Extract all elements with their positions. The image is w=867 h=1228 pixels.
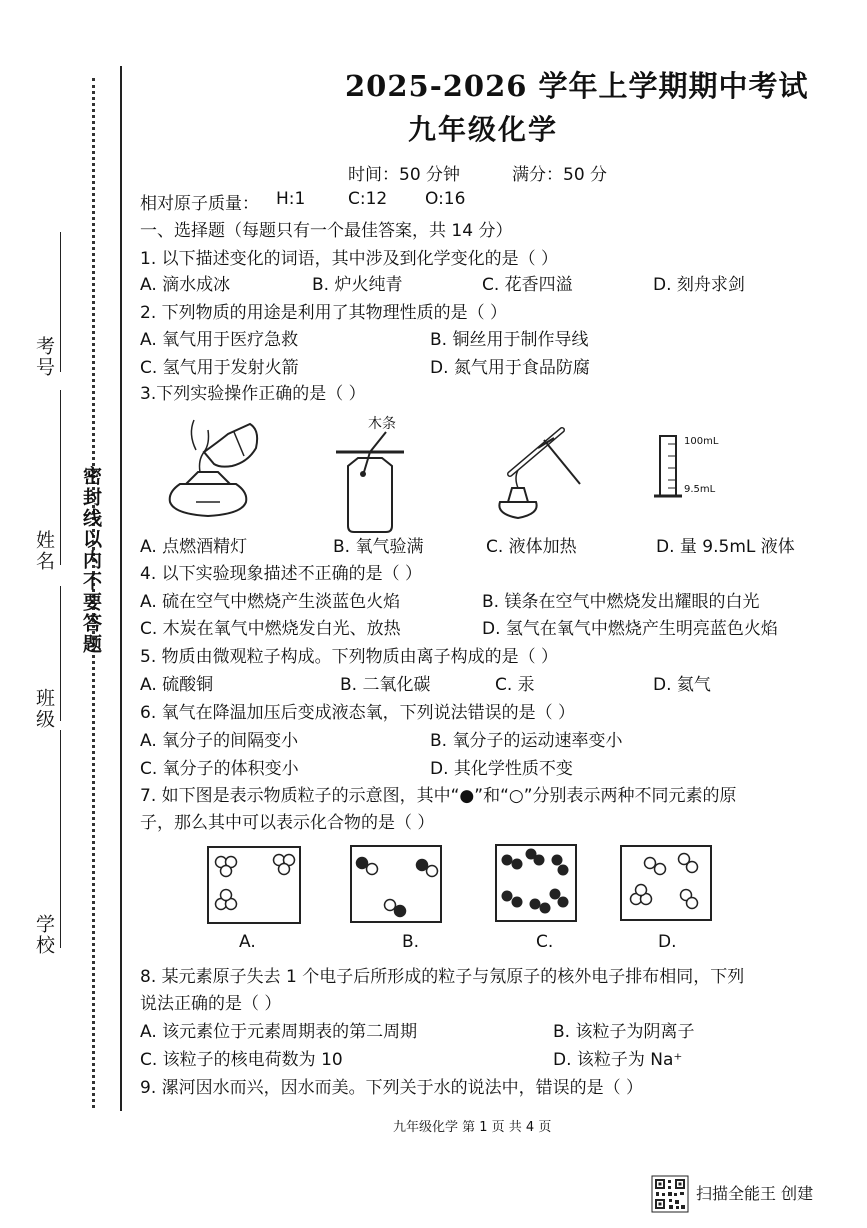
school-blank: [60, 730, 61, 948]
question-3-option-b[interactable]: B. 氧气验满: [333, 537, 424, 557]
school-label: 学校: [33, 914, 55, 956]
atomic-mass-c: C:12: [348, 189, 388, 209]
question-2-option-a[interactable]: A. 氧气用于医疗急救: [140, 330, 299, 350]
question-5-option-d[interactable]: D. 氦气: [653, 675, 711, 695]
stick-label: 木条: [368, 416, 396, 432]
question-4-option-b[interactable]: B. 镁条在空气中燃烧发出耀眼的白光: [482, 592, 760, 612]
question-4-option-d[interactable]: D. 氢气在氧气中燃烧产生明亮蓝色火焰: [482, 619, 778, 639]
exam-no-label: 考号: [33, 336, 55, 378]
atomic-mass-o: O:16: [425, 189, 466, 209]
question-1-option-c[interactable]: C. 花香四溢: [482, 275, 573, 295]
question-7-option-b[interactable]: B.: [402, 932, 420, 952]
question-8-option-a[interactable]: A. 该元素位于元素周期表的第二周期: [140, 1022, 418, 1042]
question-6-stem: 6. 氧气在降温加压后变成液态氧，下列说法错误的是（ ）: [140, 703, 576, 723]
question-8-stem-line2: 说法正确的是（ ）: [140, 994, 282, 1014]
question-6-option-c[interactable]: C. 氧分子的体积变小: [140, 759, 299, 779]
question-7-stem-line1: 7. 如下图是表示物质粒子的示意图，其中“●”和“○”分别表示两种不同元素的原: [140, 786, 737, 806]
question-5-option-c[interactable]: C. 汞: [495, 675, 535, 695]
exam-title: 2025-2026 学年上学期期中考试: [345, 69, 809, 103]
question-5-option-a[interactable]: A. 硫酸铜: [140, 675, 214, 695]
question-8-option-c[interactable]: C. 该粒子的核电荷数为 10: [140, 1050, 343, 1070]
cylinder-bottom-label: 9.5mL: [684, 484, 716, 495]
question-2-option-b[interactable]: B. 铜丝用于制作导线: [430, 330, 589, 350]
particle-panel-b: [350, 845, 442, 923]
question-8-option-d[interactable]: D. 该粒子为 Na⁺: [553, 1050, 683, 1070]
cylinder-top-label: 100mL: [684, 436, 719, 447]
exam-no-blank: [60, 232, 61, 372]
gas-bottle-figure: [330, 428, 410, 538]
question-7-option-a[interactable]: A.: [239, 932, 256, 952]
question-2-option-d[interactable]: D. 氮气用于食品防腐: [430, 358, 590, 378]
seal-notice: 密封线以内不要答题: [80, 466, 102, 655]
atomic-mass-h: H:1: [276, 189, 306, 209]
question-8-stem-line1: 8. 某元素原子失去 1 个电子后所形成的粒子与氖原子的核外电子排布相同，下列: [140, 967, 745, 987]
question-8-option-b[interactable]: B. 该粒子为阴离子: [553, 1022, 695, 1042]
full-score: 满分：50 分: [512, 165, 608, 185]
question-7-stem-line2: 子，那么其中可以表示化合物的是（ ）: [140, 813, 435, 833]
seal-solid-line: [120, 66, 122, 1111]
question-9-stem: 9. 漯河因水而兴，因水而美。下列关于水的说法中，错误的是（ ）: [140, 1078, 644, 1098]
question-3-option-c[interactable]: C. 液体加热: [486, 537, 577, 557]
question-7-option-c[interactable]: C.: [536, 932, 554, 952]
question-1-option-d[interactable]: D. 刻舟求剑: [653, 275, 745, 295]
question-3-stem: 3.下列实验操作正确的是（ ）: [140, 384, 366, 404]
question-2-stem: 2. 下列物质的用途是利用了其物理性质的是（ ）: [140, 303, 508, 323]
question-4-option-a[interactable]: A. 硫在空气中燃烧产生淡蓝色火焰: [140, 592, 401, 612]
qr-code-icon: [652, 1176, 688, 1212]
page-footer: 九年级化学 第 1 页 共 4 页: [393, 1120, 552, 1135]
particle-panel-d: [620, 845, 712, 921]
subject-title: 九年级化学: [408, 113, 559, 146]
question-1-option-a[interactable]: A. 滴水成冰: [140, 275, 231, 295]
question-5-stem: 5. 物质由微观粒子构成。下列物质由离子构成的是（ ）: [140, 647, 559, 667]
question-6-option-b[interactable]: B. 氧分子的运动速率变小: [430, 731, 623, 751]
question-3-option-a[interactable]: A. 点燃酒精灯: [140, 537, 248, 557]
class-label: 班级: [33, 688, 55, 730]
question-1-stem: 1. 以下描述变化的词语，其中涉及到化学变化的是（ ）: [140, 249, 559, 269]
question-7-option-d[interactable]: D.: [658, 932, 677, 952]
question-5-option-b[interactable]: B. 二氧化碳: [340, 675, 431, 695]
name-blank: [60, 390, 61, 565]
particle-panel-a: [207, 846, 301, 924]
question-1-option-b[interactable]: B. 炉火纯青: [312, 275, 403, 295]
liquid-heating-figure: [488, 422, 588, 522]
question-2-option-c[interactable]: C. 氢气用于发射火箭: [140, 358, 299, 378]
particle-panel-c: [495, 844, 577, 922]
atomic-mass-label: 相对原子质量：: [140, 194, 259, 214]
question-6-option-a[interactable]: A. 氧分子的间隔变小: [140, 731, 299, 751]
question-6-option-d[interactable]: D. 其化学性质不变: [430, 759, 573, 779]
question-4-option-c[interactable]: C. 木炭在氧气中燃烧发白光、放热: [140, 619, 401, 639]
exam-time: 时间：50 分钟: [348, 165, 461, 185]
question-4-stem: 4. 以下实验现象描述不正确的是（ ）: [140, 564, 423, 584]
name-label: 姓名: [33, 530, 55, 572]
question-3-option-d[interactable]: D. 量 9.5mL 液体: [656, 537, 795, 557]
class-blank: [60, 586, 61, 721]
alcohol-lamp-figure: [158, 412, 268, 522]
watermark-text: 扫描全能王 创建: [696, 1184, 814, 1203]
section-title: 一、选择题（每题只有一个最佳答案，共 14 分）: [140, 221, 513, 241]
